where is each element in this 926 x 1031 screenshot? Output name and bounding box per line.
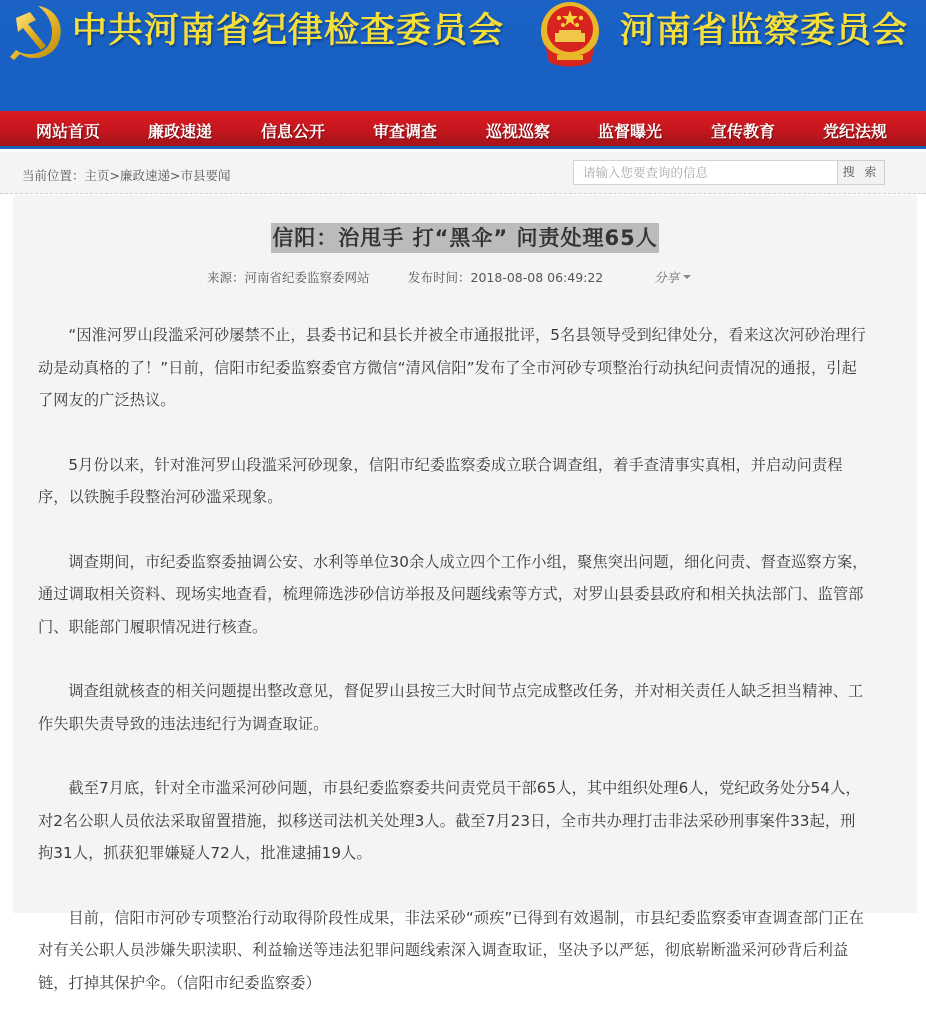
share-button[interactable]	[654, 268, 691, 286]
national-emblem-icon	[537, 0, 603, 68]
breadcrumb	[22, 166, 231, 184]
article-paragraph: 目前，信阳市河砂专项整治行动取得阶段性成果，非法采砂“顽疾”已得到有效遏制，市县纪委监察委审查调查部门正在对有关公职人员涉嫌失职渎职、利益输送等违法犯罪问题线索深入调查取证，坚决予以严惩，彻底崭断滥采河砂背后利益链，打掉其保护伞。（信阳市纪委监察委）	[38, 908, 864, 992]
share-label: 分享	[654, 270, 680, 285]
article-body	[38, 319, 868, 1031]
breadcrumb-prefix: 当前位置：	[22, 168, 85, 183]
site-header-banner	[0, 0, 926, 111]
article-paragraph: 截至7月底，针对全市滥采河砂问题，市县纪委监察委共问责党员干部65人，其中组织处理6人，党纪政务处分54人，对2名公职人员依法采取留置措施，拟移送司法机关处理3人。截至7月23日，全市共办理打击非法采砂刑事案件33起，刑拘31人，抓获犯罪嫌疑人72人，批准逮捕19人。	[38, 779, 861, 862]
breadcrumb-separator: >	[170, 168, 181, 183]
breadcrumb-separator: >	[109, 168, 121, 183]
article-panel	[13, 195, 917, 992]
article-meta	[13, 268, 917, 286]
nav-item-supervision-exposure[interactable]: 监督曝光	[598, 122, 663, 141]
main-nav	[0, 111, 926, 149]
article-paragraph: 调查组就核查的相关问题提出整改意见，督促罗山县按三大时间节点完成整改任务，并对相关责任人缺乏担当精神、工作失职失责导致的违法违纪行为调查取证。	[38, 682, 864, 733]
breadcrumb-link-city-county-news[interactable]: 市县要闻	[180, 168, 231, 183]
nav-item-inspection-tour[interactable]: 巡视巡察	[486, 122, 551, 141]
header-title-supervision-commission: 河南省监察委员会	[620, 11, 909, 51]
article-title-wrap	[13, 223, 917, 253]
nav-item-publicity-education[interactable]: 宣传教育	[711, 122, 776, 141]
article-publish-time: 发布时间：2018-08-08 06:49:22	[408, 270, 604, 285]
nav-item-party-regulations[interactable]: 党纪法规	[823, 122, 888, 141]
header-title-discipline-commission: 中共河南省纪律检查委员会	[72, 11, 505, 51]
search-button[interactable]: 搜 索	[837, 160, 885, 185]
nav-item-clean-government-news[interactable]: 廉政速递	[148, 122, 213, 141]
breadcrumb-link-clean-government-news[interactable]: 廉政速递	[120, 168, 171, 183]
article-source: 来源：河南省纪委监察委网站	[207, 270, 370, 285]
nav-item-information-disclosure[interactable]: 信息公开	[261, 122, 326, 141]
article-paragraph: 5月份以来，针对淮河罗山段滥采河砂现象，信阳市纪委监察委成立联合调查组，着手查清事实真相，并启动问责程序，以铁腕手段整治河砂滥采现象。	[38, 455, 843, 506]
breadcrumb-link-home[interactable]: 主页	[84, 168, 110, 183]
party-emblem-icon	[6, 2, 66, 64]
search-input[interactable]	[573, 160, 838, 185]
nav-item-review-investigation[interactable]: 审查调查	[373, 122, 438, 141]
article-paragraph: “因淮河罗山段滥采河砂屡禁不止，县委书记和县长并被全市通报批评，5名县领导受到纪律处分，看来这次河砂治理行动是动真格的了！”日前，信阳市纪委监察委官方微信“清风信阳”发布了全市河砂专项整治行动执纪问责情况的通报，引起了网友的广泛热议。	[38, 326, 866, 409]
chevron-down-icon	[683, 275, 691, 279]
article-title: 信阳：治甩手 打“黑伞” 问责处理65人	[271, 223, 658, 253]
nav-item-home[interactable]: 网站首页	[36, 122, 101, 141]
article-paragraph: 调查期间，市纪委监察委抽调公安、水利等单位30余人成立四个工作小组，聚焦突出问题，细化问责、督查巡察方案，通过调取相关资料、现场实地查看，梳理筛选涉砂信访举报及问题线索等方式，对罗山县委县政府和相关执法部门、监管部门、职能部门履职情况进行核查。	[38, 552, 868, 636]
